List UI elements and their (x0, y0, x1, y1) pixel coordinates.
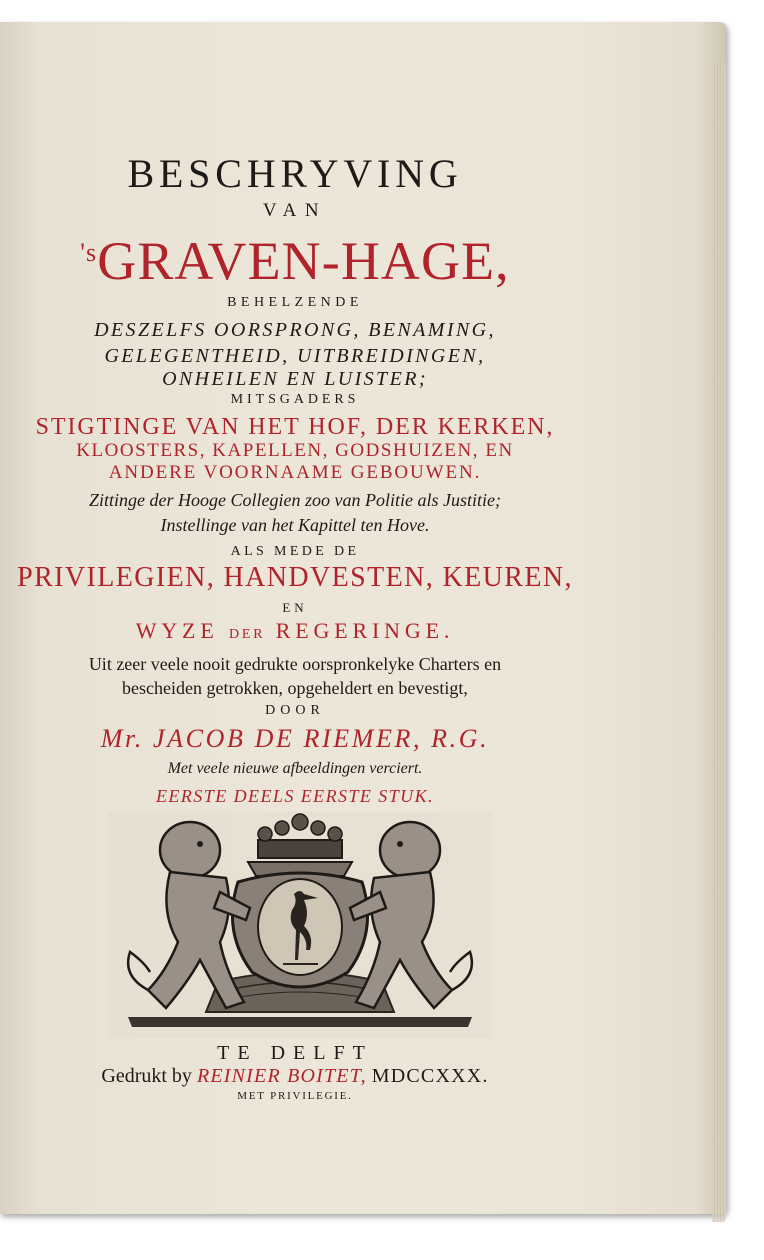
subtitle-line-g: Zittinge der Hooge Collegien zoo van Politie als Justitie; (89, 490, 501, 510)
privilege: MET PRIVILEGIE. (237, 1090, 353, 1102)
wyze: WYZE (135, 618, 219, 643)
printed-by: Gedrukt by (101, 1065, 192, 1087)
subtitle-line-h: Instellinge van het Kapittel ten Hove. (160, 515, 430, 535)
subtitle-line-c: ONHEILEN EN LUISTER; (162, 368, 428, 390)
mitsgaders: MITSGADERS (230, 392, 360, 407)
book-page (0, 22, 726, 1214)
door: DOOR (265, 703, 325, 718)
imprint-line (0, 1065, 590, 1088)
der: DER (228, 627, 266, 642)
subtitle-line-j: Uit zeer veele nooit gedrukte oorspronkelyke Charters en (88, 654, 502, 674)
author: Mr. JACOB DE RIEMER, R.G. (100, 724, 490, 753)
subtitle-line-e: KLOOSTERS, KAPELLEN, GODSHUIZEN, EN (76, 440, 514, 461)
wyze-der-regeringe (0, 618, 590, 644)
printer: REINIER BOITET, (196, 1065, 367, 1087)
coat-of-arms-icon (108, 812, 492, 1038)
subtitle-line-d: STIGTINGE VAN HET HOF, DER KERKEN, (35, 414, 555, 440)
title: BESCHRYVING (127, 151, 463, 196)
illustrations-note: Met veele nieuwe afbeeldingen verciert. (167, 760, 423, 777)
subject: GRAVEN-HAGE, (97, 231, 510, 291)
behelzende: BEHELZENDE (227, 295, 363, 310)
regeringe: REGERINGE. (275, 618, 455, 643)
volume: EERSTE DEELS EERSTE STUK. (156, 786, 434, 806)
subtitle-line-a: DESZELFS OORSPRONG, BENAMING, (94, 319, 496, 341)
subtitle-line-b: GELEGENTHEID, UITBREIDINGEN, (104, 345, 486, 367)
imprint-year: MDCCXXX. (371, 1065, 489, 1087)
subtitle-line-i: PRIVILEGIEN, HANDVESTEN, KEUREN, (17, 562, 573, 593)
title-van: VAN (262, 200, 328, 221)
en: EN (282, 600, 308, 615)
subject-prefix: 's (80, 238, 98, 267)
imprint-place: TE DELFT (217, 1042, 373, 1064)
subtitle-line-f: ANDERE VOORNAAME GEBOUWEN. (108, 462, 482, 483)
als-mede: ALS MEDE DE (230, 544, 360, 559)
page-edge (712, 62, 726, 1222)
subtitle-line-k: bescheiden getrokken, opgeheldert en bevestigt, (122, 678, 468, 698)
subject-line (0, 230, 590, 292)
